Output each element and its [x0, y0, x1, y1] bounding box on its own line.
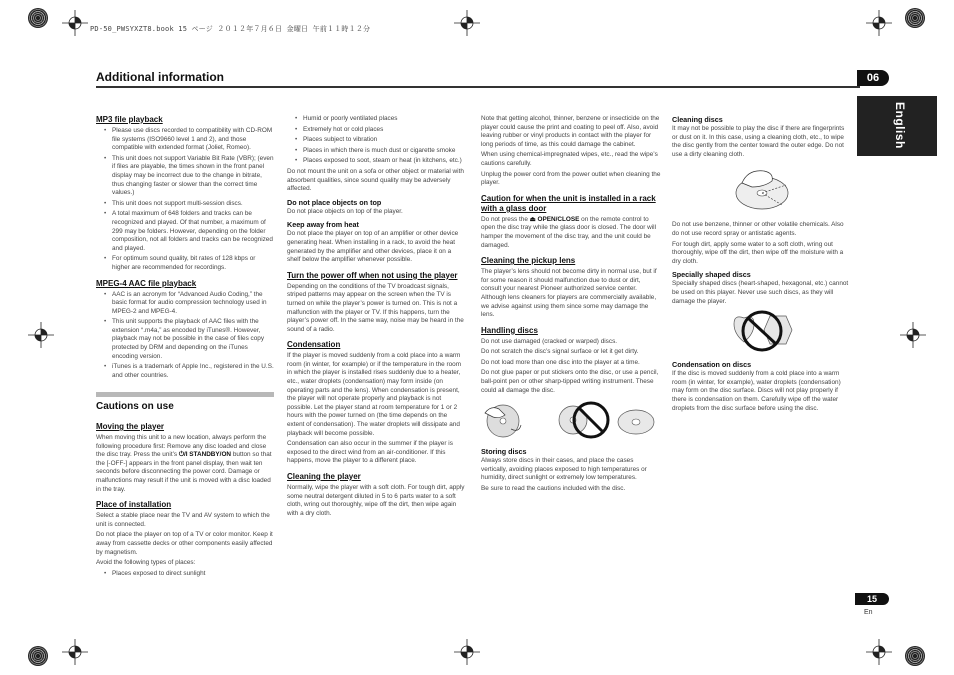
cleaning-player-heading: Cleaning the player [287, 472, 361, 481]
language-tab [857, 96, 937, 156]
crosshair-registration-mark-icon [866, 639, 892, 665]
list-item: • Places exposed to direct sunlight [104, 570, 274, 579]
list-item: • This unit does not support multi-session discs. [104, 200, 274, 209]
list-item: • Extremely hot or cold places [295, 126, 465, 135]
power-off-heading: Turn the power off when not using the player [287, 270, 458, 280]
power-off-text: Depending on the conditions of the TV broadcast signals, striped patterns may appear on the screen when the TV is turned on while the player’s power is turned on. This is not a malfunction with the player or TV. If this happens, turn the player’s power off. In the same way, noise may be heard in the sound of a radio. [287, 282, 464, 333]
crosshair-registration-mark-icon [62, 639, 88, 665]
sofa-text: Do not mount the unit on a sofa or other object or material with absorbent qualities, since sound quality may be adversely affected. [287, 167, 464, 193]
condensation-text: If the player is moved suddenly from a cold place into a warm room (in winter, for example) or if the temperature in the room in which the player is installed rises suddenly due to a heater, etc., water droplets (condensation) may form inside (on operating parts and the lens). When condensation is present, the player will not operate properly and playback is not possible. Let the player stand at room temperature for 1 or 2 hours with the power turned on (the time depends on the extent of condensation). The water droplets will dissipate and playback will become possible. [287, 352, 462, 437]
color-registration-circle [28, 646, 48, 666]
list-item: • This unit supports the playback of AAC files with the extension “.m4a,” as encoded by iTunes®. However, playback may not be possible in the case of files copy protected by DRM and depending on the iTunes encoding version. [104, 318, 274, 361]
list-item: • iTunes is a trademark of Apple Inc., registered in the U.S. and other countries. [104, 363, 274, 380]
handling-discs-heading: Handling discs [481, 325, 538, 335]
mp3-heading: MP3 file playback [96, 115, 163, 124]
prohibited-shaped-disc-icon [734, 312, 792, 350]
aac-heading: MPEG-4 AAC file playback [96, 278, 197, 288]
chemicals-text: Note that getting alcohol, thinner, benzene or insecticide on the player could cause the print and coating to peel off. Also, avoid leaving rubber or vinyl products in contact with the player for long periods of time, as this could damage the cabinet. [481, 115, 660, 148]
mp3-bullet-list [104, 127, 274, 273]
open-close-button-label: ⏏ OPEN/CLOSE [529, 215, 580, 223]
pickup-lens-text: The player’s lens should not become dirty in normal use, but if for some reason it should malfunction due to dust or dirt, consult your nearest Pioneer authorized service center. Although lens cleaners for players are commercially available, we advise against using them since some may damage the lens. [481, 268, 657, 319]
disc-wiping-illustration [728, 163, 850, 215]
cleaning-discs-heading: Cleaning discs [672, 115, 723, 124]
condensation-heading: Condensation [287, 340, 341, 350]
handling-item: Do not load more than one disc into the player at a time. [481, 358, 640, 366]
placement-text: Avoid the following types of places: [96, 559, 196, 567]
standby-button-label: ⏻/I STANDBY/ON [178, 451, 232, 459]
pickup-lens-heading: Cleaning the pickup lens [481, 256, 576, 266]
placement-heading: Place of installation [96, 500, 172, 510]
condensation-discs-text: If the disc is moved suddenly from a cold place into a warm room (in winter, for example), water droplets (condensation) may form on the disc surface. Discs will not play properly if there is condensation on them. Carefully wipe off the water droplets from the disc surface before using the disc. [672, 370, 841, 412]
tough-dirt-text: For tough dirt, apply some water to a soft cloth, wring out thoroughly, wipe off the dirt, then wipe off the moisture with a dry cloth. [672, 240, 844, 265]
volatile-chemicals-text: Do not use benzene, thinner or other volatile chemicals. Also do not use record spray or antistatic agents. [672, 221, 844, 237]
color-registration-circle [905, 646, 925, 666]
glass-door-heading: Caution for when the unit is installed in a rack with a glass door [481, 193, 656, 213]
crosshair-registration-mark-icon [866, 10, 892, 36]
special-disc-illustration [726, 310, 850, 354]
language-tab-label: English [893, 102, 907, 149]
list-item: • A total maximum of 648 folders and tracks can be recognized and played. Of that number, a maximum of 299 may be folders. However, depending on the folder composition, not all folders and tracks can be recognized and played. [104, 210, 274, 253]
condensation-discs-heading: Condensation on discs [672, 360, 752, 370]
condensation-text: Condensation can also occur in the summer if the player is exposed to the direct wind from an air-conditioner. If this happens, move the player to a different place. [287, 440, 453, 465]
disc-handling-illustration [481, 399, 661, 441]
places-bullet-list [295, 115, 465, 166]
placement-bullet-list [104, 570, 274, 579]
handling-item: Do not use damaged (cracked or warped) discs. [481, 337, 618, 345]
list-item: • For optimum sound quality, bit rates of 128 kbps or higher are recommended for recordings. [104, 255, 274, 272]
disc-surface-icon [618, 410, 654, 434]
handling-item: Do not glue paper or put stickers onto the disc, or use a pencil, ball-point pen or other sharp-tipped writing instrument. These could all damage the disc. [481, 369, 659, 394]
list-item: • Places in which there is much dust or cigarette smoke [295, 147, 465, 156]
no-objects-heading: Do not place objects on top [287, 197, 382, 207]
crosshair-registration-mark-icon [28, 322, 54, 348]
crosshair-registration-mark-icon [900, 322, 926, 348]
special-discs-text: Specially shaped discs (heart-shaped, hexagonal, etc.) cannot be used on this player. Never use such discs, as they will damage the player. [672, 280, 849, 305]
cautions-heading: Cautions on use [96, 401, 174, 413]
handling-item: Do not scratch the disc’s signal surface or let it get dirty. [481, 348, 639, 356]
list-item: • Please use discs recorded to compatibility with CD-ROM file systems (ISO9660 level 1 and 2), and those compatible with extended format (Joliet, Romeo). [104, 127, 274, 153]
placement-text: Do not place the player on top of a TV or color monitor. Keep it away from cassette decks or other components easily affected by magnetism. [96, 531, 273, 556]
column-4 [672, 113, 850, 415]
list-item: • AAC is an acronym for “Advanced Audio Coding,” the basic format for audio compression technology used in MPEG-2 and MPEG-4. [104, 291, 274, 317]
section-header [96, 68, 860, 88]
moving-text: When moving this unit to a new location, always perform the following procedure first: Remove any disc loaded and close the disc tray. Press the unit’s ⏻/I STANDBY/ON button so that the [-OFF-] appears in the front panel display, then wait ten seconds before disconnecting the power cord. Damage or malfunctions may result if the unit is moved with a disc loaded in the tray. [96, 434, 272, 493]
list-item: • Places subject to vibration [295, 136, 465, 145]
page-number: 15 [855, 593, 889, 605]
cleaning-player-text: Normally, wipe the player with a soft cloth. For tough dirt, apply some neutral detergent diluted in 5 to 6 parts water to a soft cloth, wring out thoroughly, wipe off the dirt, then wipe again with a dry cloth. [287, 484, 465, 517]
section-title: Additional information [96, 70, 224, 84]
crosshair-registration-mark-icon [454, 10, 480, 36]
prohibited-disc-icon [559, 403, 608, 437]
list-item: • This unit does not support Variable Bit Rate (VBR); (even if files are playable, the times shown in the front panel display may be incorrect due to the change in bitrate, thus changing faster or slower than the correct time values.) [104, 155, 274, 198]
wipes-text: When using chemical-impregnated wipes, etc., read the wipe’s cautions carefully. [481, 151, 658, 167]
book-file-header: PD-50_PWSYXZT8.book 15 ページ ２０１２年７月６日 金曜日 午前１１時１２分 [90, 25, 371, 33]
page-language-code: En [864, 609, 873, 616]
cleaning-discs-text: It may not be possible to play the disc if there are fingerprints or dust on it. In this case, using a cleaning cloth, etc., to wipe the disc gently from the center toward the outer edge. Do not use a dirty cleaning cloth. [672, 125, 845, 158]
storing-discs-heading: Storing discs [481, 447, 527, 457]
aac-bullet-list [104, 291, 274, 381]
storing-text: Be sure to read the cautions included with the disc. [481, 485, 626, 493]
glass-door-text: Do not press the ⏏ OPEN/CLOSE on the remote control to open the disc tray while the glass door is closed. The door will hamper the movement of the disc tray, and the unit could be damaged. [481, 215, 657, 249]
moving-heading: Moving the player [96, 422, 165, 432]
column-1 [96, 113, 274, 580]
placement-text: Select a stable place near the TV and AV system to which the unit is connected. [96, 512, 270, 528]
special-discs-heading: Specially shaped discs [672, 270, 751, 280]
crosshair-registration-mark-icon [454, 639, 480, 665]
color-registration-circle [905, 8, 925, 28]
list-item: • Humid or poorly ventilated places [295, 115, 465, 124]
heat-heading: Keep away from heat [287, 220, 359, 230]
section-divider [96, 392, 274, 397]
no-objects-text: Do not place objects on top of the player. [287, 207, 403, 215]
color-registration-circle [28, 8, 48, 28]
column-2 [287, 113, 465, 520]
storing-text: Always store discs in their cases, and place the cases vertically, avoiding places exposed to high temperatures or humidity, direct sunlight or extremely low temperatures. [481, 457, 647, 482]
list-item: • Places exposed to soot, steam or heat (in kitchens, etc.) [295, 157, 465, 166]
cloth-wiping-disc-icon [736, 171, 788, 209]
crosshair-registration-mark-icon [62, 10, 88, 36]
column-3 [481, 113, 661, 496]
unplug-text: Unplug the power cord from the power outlet when cleaning the player. [481, 170, 661, 187]
heat-text: Do not place the player on top of an amplifier or other device generating heat. When installing in a rack, to avoid the heat generated by the amplifier and other devices, place it on a shelf below the amplifier whenever possible. [287, 230, 459, 264]
hand-holding-disc-icon [485, 405, 521, 437]
chapter-number-badge: 06 [857, 70, 889, 86]
